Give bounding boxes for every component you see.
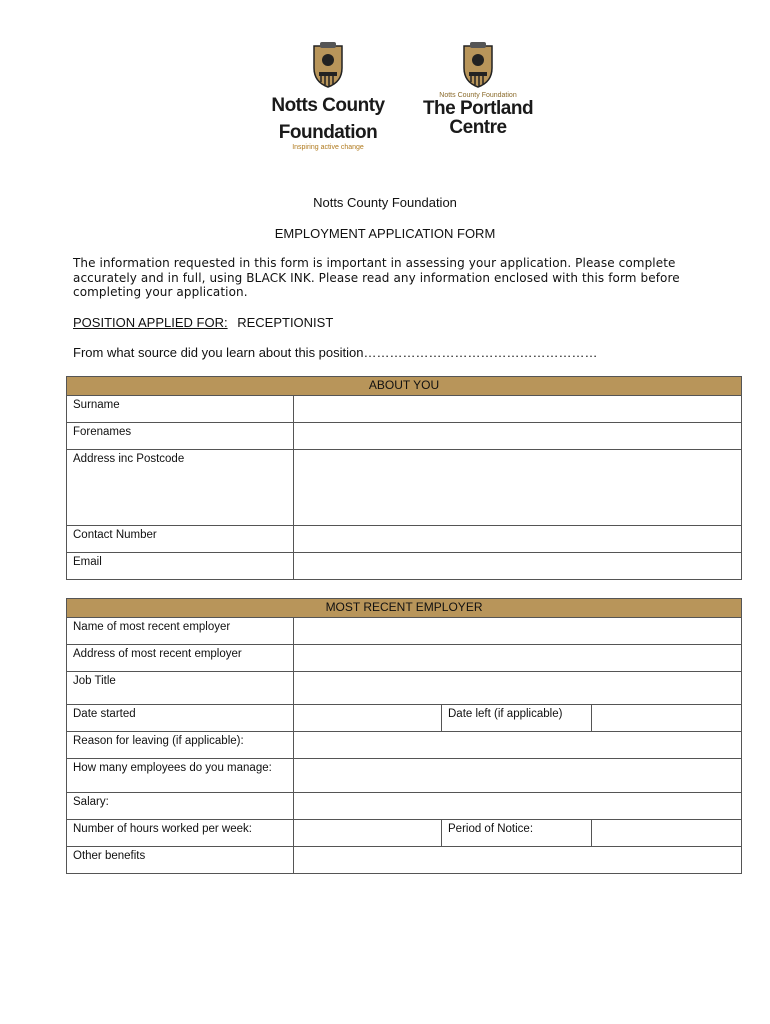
- position-line: [73, 315, 333, 330]
- employer-name-field[interactable]: [294, 618, 742, 645]
- email-label: Email: [67, 553, 294, 580]
- portland-centre-logo: [408, 42, 548, 137]
- employer-name-label: Name of most recent employer: [67, 618, 294, 645]
- brand-line-1: The Portland: [422, 98, 534, 119]
- forenames-field[interactable]: [294, 423, 742, 450]
- job-title-field[interactable]: [294, 672, 742, 705]
- date-left-field[interactable]: [592, 705, 742, 732]
- job-title-label: Job Title: [67, 672, 294, 705]
- employer-table: [66, 598, 742, 874]
- hours-field[interactable]: [294, 820, 442, 847]
- about-you-table: [66, 376, 742, 580]
- benefits-label: Other benefits: [67, 847, 294, 874]
- email-field[interactable]: [294, 553, 742, 580]
- notts-county-foundation-logo: [258, 42, 398, 151]
- reason-field[interactable]: [294, 732, 742, 759]
- date-left-label: Date left (if applicable): [442, 705, 592, 732]
- crest-icon: [461, 42, 495, 88]
- contact-number-label: Contact Number: [67, 526, 294, 553]
- employer-address-field[interactable]: [294, 645, 742, 672]
- employees-label: How many employees do you manage:: [67, 759, 294, 793]
- notice-field[interactable]: [592, 820, 742, 847]
- brand-small-text: Notts County Foundation: [439, 92, 517, 99]
- org-title: Notts County Foundation: [313, 195, 457, 210]
- brand-line-2: Foundation: [278, 122, 378, 143]
- brand-line-2: Centre: [449, 117, 507, 138]
- employer-header: MOST RECENT EMPLOYER: [67, 599, 742, 618]
- salary-field[interactable]: [294, 793, 742, 820]
- date-started-field[interactable]: [294, 705, 442, 732]
- benefits-field[interactable]: [294, 847, 742, 874]
- surname-label: Surname: [67, 396, 294, 423]
- brand-line-1: Notts County: [271, 95, 385, 116]
- brand-tagline: Inspiring active change: [292, 144, 364, 151]
- forenames-label: Forenames: [67, 423, 294, 450]
- position-label: POSITION APPLIED FOR:: [73, 315, 228, 330]
- address-label: Address inc Postcode: [67, 450, 294, 526]
- notice-label: Period of Notice:: [442, 820, 592, 847]
- intro-paragraph: The information requested in this form is important in assessing your application. Please complete accurately and in full, using BLACK INK. Please read any information enclosed with this form before completing your application.: [73, 256, 680, 299]
- reason-label: Reason for leaving (if applicable):: [67, 732, 294, 759]
- hours-label: Number of hours worked per week:: [67, 820, 294, 847]
- crest-icon: [311, 42, 345, 88]
- form-title: EMPLOYMENT APPLICATION FORM: [274, 226, 496, 241]
- about-you-header: ABOUT YOU: [67, 377, 742, 396]
- address-field[interactable]: [294, 450, 742, 526]
- position-value: RECEPTIONIST: [237, 315, 334, 330]
- surname-field[interactable]: [294, 396, 742, 423]
- logos-header: [0, 42, 770, 162]
- date-started-label: Date started: [67, 705, 294, 732]
- employer-address-label: Address of most recent employer: [67, 645, 294, 672]
- salary-label: Salary:: [67, 793, 294, 820]
- employees-field[interactable]: [294, 759, 742, 793]
- contact-number-field[interactable]: [294, 526, 742, 553]
- source-question[interactable]: From what source did you learn about this position………………………………………………: [73, 345, 598, 360]
